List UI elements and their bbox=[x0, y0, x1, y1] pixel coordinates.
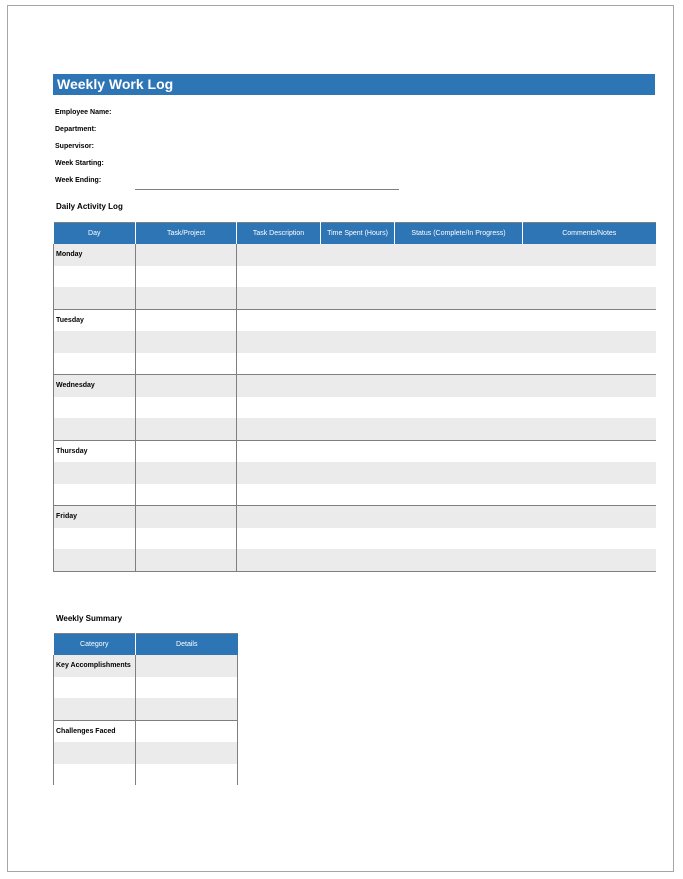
table-cell[interactable] bbox=[136, 698, 238, 720]
table-cell[interactable] bbox=[54, 331, 136, 353]
table-row bbox=[54, 244, 656, 266]
week-ending-label: Week Ending: bbox=[55, 177, 102, 184]
col-header-status: Status (Complete/In Progress) bbox=[395, 223, 523, 245]
table-cell[interactable] bbox=[54, 462, 136, 484]
col-header-day: Day bbox=[54, 223, 136, 245]
table-row bbox=[54, 484, 656, 506]
table-cell[interactable] bbox=[54, 353, 136, 375]
table-row bbox=[54, 418, 656, 440]
daily-activity-table bbox=[53, 222, 656, 572]
table-cell[interactable] bbox=[523, 484, 656, 506]
table-cell[interactable] bbox=[136, 397, 237, 419]
table-row bbox=[54, 375, 656, 397]
table-cell[interactable] bbox=[321, 462, 395, 484]
table-cell[interactable] bbox=[395, 397, 523, 419]
employee-name-label: Employee Name: bbox=[55, 109, 112, 116]
table-cell[interactable] bbox=[395, 484, 523, 506]
table-cell[interactable] bbox=[321, 397, 395, 419]
page-title: Weekly Work Log bbox=[53, 74, 655, 95]
table-cell[interactable] bbox=[136, 655, 238, 677]
table-cell[interactable] bbox=[136, 287, 237, 309]
table-cell[interactable] bbox=[237, 331, 321, 353]
table-row bbox=[54, 677, 238, 699]
table-cell[interactable] bbox=[136, 418, 237, 440]
table-row bbox=[54, 462, 656, 484]
table-cell[interactable] bbox=[237, 484, 321, 506]
table-cell[interactable] bbox=[237, 353, 321, 375]
table-cell[interactable] bbox=[321, 484, 395, 506]
table-cell[interactable] bbox=[136, 720, 238, 742]
table-cell[interactable] bbox=[54, 397, 136, 419]
table-cell[interactable] bbox=[321, 549, 395, 571]
table-cell[interactable] bbox=[136, 331, 237, 353]
table-cell[interactable] bbox=[321, 309, 395, 331]
department-label: Department: bbox=[55, 126, 97, 133]
table-row bbox=[54, 764, 238, 786]
table-cell[interactable] bbox=[523, 353, 656, 375]
table-cell[interactable] bbox=[523, 506, 656, 528]
week-ending-input-line[interactable] bbox=[135, 189, 399, 190]
col-header-comments: Comments/Notes bbox=[523, 223, 656, 245]
table-cell[interactable] bbox=[54, 742, 136, 764]
daily-activity-title: Daily Activity Log bbox=[56, 202, 123, 211]
table-cell[interactable] bbox=[395, 244, 523, 266]
table-cell[interactable] bbox=[136, 375, 237, 397]
table-row bbox=[54, 742, 238, 764]
table-row bbox=[54, 353, 656, 375]
table-cell[interactable] bbox=[136, 440, 237, 462]
table-cell[interactable] bbox=[523, 462, 656, 484]
category-cell[interactable]: Key Accomplishments bbox=[54, 655, 136, 677]
table-cell[interactable] bbox=[54, 549, 136, 571]
table-cell[interactable] bbox=[523, 418, 656, 440]
table-row bbox=[54, 266, 656, 288]
table-cell[interactable] bbox=[54, 287, 136, 309]
col-header-category: Category bbox=[54, 634, 136, 656]
day-cell[interactable]: Monday bbox=[54, 244, 136, 266]
table-cell[interactable] bbox=[321, 353, 395, 375]
table-cell[interactable] bbox=[321, 375, 395, 397]
table-cell[interactable] bbox=[54, 266, 136, 288]
table-row bbox=[54, 528, 656, 550]
table-row bbox=[54, 698, 238, 720]
activity-header-row bbox=[54, 223, 656, 245]
table-cell[interactable] bbox=[237, 462, 321, 484]
table-cell[interactable] bbox=[321, 287, 395, 309]
table-cell[interactable] bbox=[321, 266, 395, 288]
weekly-summary-table bbox=[53, 633, 238, 785]
table-cell[interactable] bbox=[523, 287, 656, 309]
table-cell[interactable] bbox=[321, 331, 395, 353]
category-cell[interactable]: Challenges Faced bbox=[54, 720, 136, 742]
table-cell[interactable] bbox=[395, 462, 523, 484]
table-cell[interactable] bbox=[395, 440, 523, 462]
table-cell[interactable] bbox=[237, 309, 321, 331]
table-cell[interactable] bbox=[395, 418, 523, 440]
col-header-task-description: Task Description bbox=[237, 223, 321, 245]
table-cell[interactable] bbox=[237, 266, 321, 288]
table-row bbox=[54, 506, 656, 528]
table-cell[interactable] bbox=[136, 244, 237, 266]
table-cell[interactable] bbox=[237, 287, 321, 309]
table-cell[interactable] bbox=[395, 309, 523, 331]
table-row bbox=[54, 549, 656, 571]
day-cell[interactable]: Wednesday bbox=[54, 375, 136, 397]
table-cell[interactable] bbox=[136, 353, 237, 375]
table-cell[interactable] bbox=[523, 397, 656, 419]
table-cell[interactable] bbox=[523, 375, 656, 397]
table-cell[interactable] bbox=[395, 549, 523, 571]
table-cell[interactable] bbox=[237, 440, 321, 462]
col-header-details: Details bbox=[136, 634, 238, 656]
table-cell[interactable] bbox=[136, 764, 238, 786]
table-cell[interactable] bbox=[237, 549, 321, 571]
table-cell[interactable] bbox=[136, 506, 237, 528]
table-cell[interactable] bbox=[54, 677, 136, 699]
table-cell[interactable] bbox=[136, 549, 237, 571]
table-cell[interactable] bbox=[395, 528, 523, 550]
table-cell[interactable] bbox=[136, 528, 237, 550]
col-header-task-project: Task/Project bbox=[136, 223, 237, 245]
table-cell[interactable] bbox=[523, 244, 656, 266]
table-cell[interactable] bbox=[395, 331, 523, 353]
table-cell[interactable] bbox=[321, 528, 395, 550]
table-cell[interactable] bbox=[237, 528, 321, 550]
table-cell[interactable] bbox=[237, 418, 321, 440]
table-cell[interactable] bbox=[237, 397, 321, 419]
table-row bbox=[54, 397, 656, 419]
supervisor-label: Supervisor: bbox=[55, 143, 94, 150]
table-cell[interactable] bbox=[523, 528, 656, 550]
table-row bbox=[54, 440, 656, 462]
table-cell[interactable] bbox=[395, 375, 523, 397]
table-cell[interactable] bbox=[136, 266, 237, 288]
table-row bbox=[54, 331, 656, 353]
table-cell[interactable] bbox=[237, 375, 321, 397]
table-cell[interactable] bbox=[54, 528, 136, 550]
table-cell[interactable] bbox=[54, 484, 136, 506]
table-cell[interactable] bbox=[523, 309, 656, 331]
table-cell[interactable] bbox=[523, 549, 656, 571]
table-row bbox=[54, 720, 238, 742]
weekly-summary-title: Weekly Summary bbox=[56, 614, 123, 623]
day-cell[interactable]: Friday bbox=[54, 506, 136, 528]
table-cell[interactable] bbox=[136, 484, 237, 506]
table-row bbox=[54, 309, 656, 331]
table-cell[interactable] bbox=[395, 266, 523, 288]
table-cell[interactable] bbox=[237, 244, 321, 266]
table-cell[interactable] bbox=[395, 353, 523, 375]
table-cell[interactable] bbox=[136, 742, 238, 764]
table-cell[interactable] bbox=[321, 418, 395, 440]
table-cell[interactable] bbox=[54, 698, 136, 720]
table-row bbox=[54, 287, 656, 309]
table-cell[interactable] bbox=[321, 506, 395, 528]
table-cell[interactable] bbox=[523, 440, 656, 462]
table-cell[interactable] bbox=[54, 418, 136, 440]
table-cell[interactable] bbox=[136, 677, 238, 699]
table-cell[interactable] bbox=[54, 764, 136, 786]
table-row bbox=[54, 655, 238, 677]
summary-header-row bbox=[54, 634, 238, 656]
col-header-time-spent: Time Spent (Hours) bbox=[321, 223, 395, 245]
table-cell[interactable] bbox=[136, 309, 237, 331]
table-cell[interactable] bbox=[395, 506, 523, 528]
day-cell[interactable]: Thursday bbox=[54, 440, 136, 462]
table-cell[interactable] bbox=[321, 440, 395, 462]
table-cell[interactable] bbox=[136, 462, 237, 484]
table-cell[interactable] bbox=[237, 506, 321, 528]
day-cell[interactable]: Tuesday bbox=[54, 309, 136, 331]
table-cell[interactable] bbox=[395, 287, 523, 309]
week-starting-label: Week Starting: bbox=[55, 160, 104, 167]
table-cell[interactable] bbox=[523, 266, 656, 288]
table-cell[interactable] bbox=[523, 331, 656, 353]
table-cell[interactable] bbox=[321, 244, 395, 266]
